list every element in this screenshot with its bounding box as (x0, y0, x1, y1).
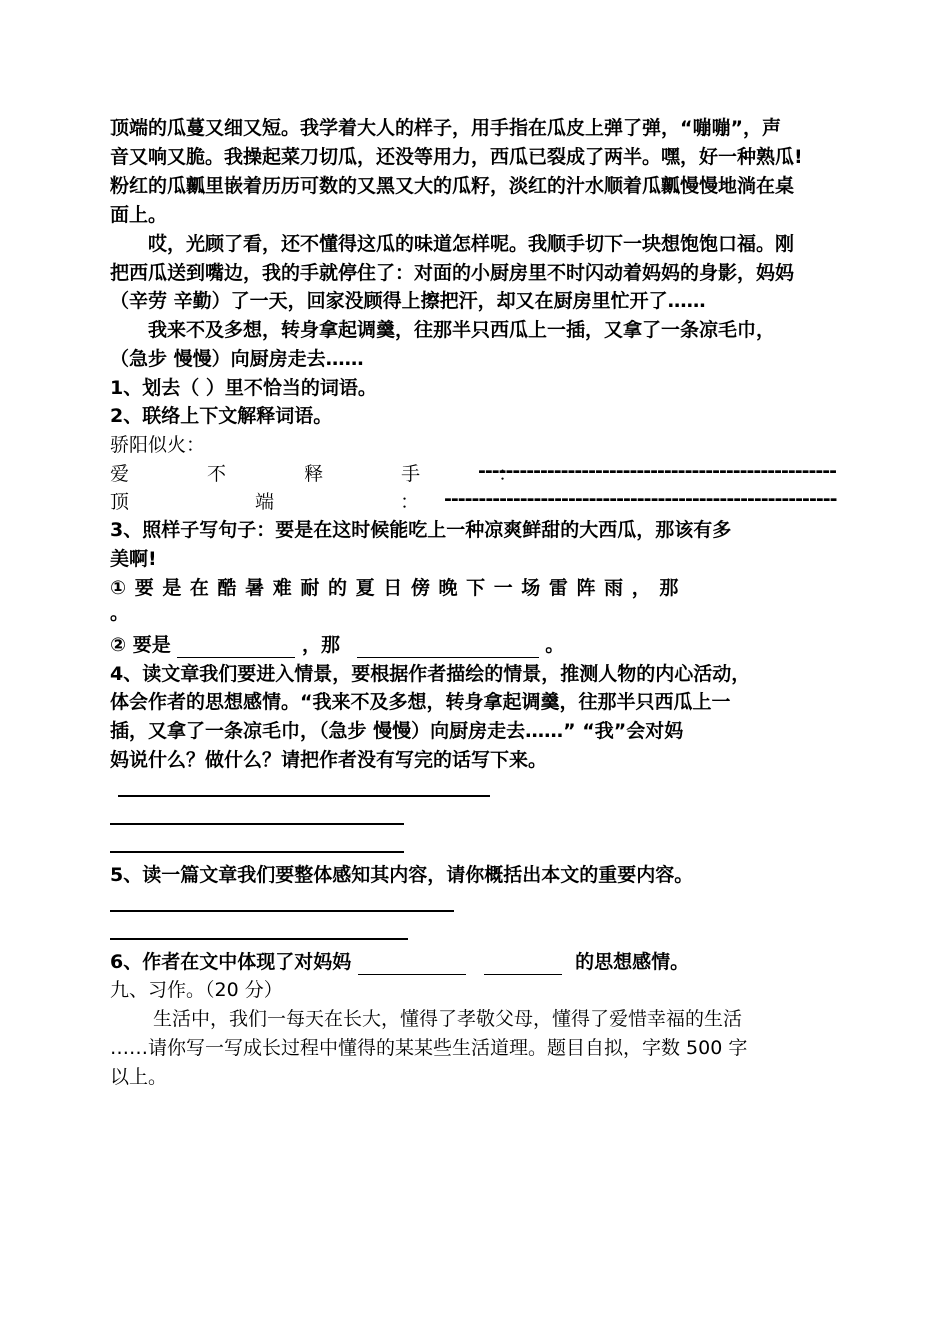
composition-line-2: ……请你写一写成长过程中懂得的某某些生活道理。题目自拟，字数 500 字 (110, 1037, 748, 1059)
question-3-item-2 (110, 632, 564, 658)
composition-line-1: 生活中，我们一每天在长大，懂得了孝敬父母，懂得了爱惜幸福的生活 (153, 1008, 743, 1030)
question-4-line-1: 4、读文章我们要进入情景，要根据作者描绘的情景，推测人物的内心活动， (110, 663, 751, 685)
question-3-item-1-end: 。 (110, 602, 130, 624)
composition-line-3: 以上。 (110, 1066, 168, 1088)
answer-line[interactable] (110, 851, 404, 853)
answer-blank[interactable] (177, 637, 295, 658)
answer-blank[interactable] (357, 637, 539, 658)
question-2-word-3: 顶 端 ： (110, 491, 480, 513)
passage-line-7: （辛劳 辛勤）了一天，回家没顾得上擦把汗，却又在厨房里忙开了…… (110, 290, 706, 312)
question-4-line-2: 体会作者的思想感情。“我来不及多想，转身拿起调羹，往那半只西瓜上一 (110, 691, 731, 713)
passage-line-2: 音又响又脆。我操起菜刀切瓜，还没等用力，西瓜已裂成了两半。嘿，好一种熟瓜! (110, 146, 803, 168)
question-3-item-2-prefix: ② 要是 (110, 634, 171, 656)
question-5: 5、读一篇文章我们要整体感知其内容，请你概括出本文的重要内容。 (110, 864, 694, 886)
passage-line-3: 粉红的瓜瓤里嵌着历历可数的又黑又大的瓜籽，淡红的汁水顺着瓜瓤慢慢地淌在桌 (110, 175, 795, 197)
passage-line-1: 顶端的瓜蔓又细又短。我学着大人的样子，用手指在瓜皮上弹了弹，“嘣嘣”，声 (110, 117, 781, 139)
question-2-word-1: 骄阳似火： (110, 434, 206, 456)
passage-line-6: 把西瓜送到嘴边，我的手就停住了：对面的小厨房里不时闪动着妈妈的身影，妈妈 (110, 262, 795, 284)
question-6-prefix: 6、作者在文中体现了对妈妈 (110, 951, 352, 973)
answer-line[interactable] (118, 795, 490, 797)
answer-line[interactable] (110, 823, 404, 825)
question-1: 1、划去（ ）里不恰当的词语。 (110, 377, 377, 399)
passage-line-9: （急步 慢慢）向厨房走去…… (110, 348, 364, 370)
question-3-item-2-middle: ，那 (301, 634, 340, 656)
answer-line[interactable] (110, 910, 454, 912)
question-4-line-4: 妈说什么？做什么？请把作者没有写完的话写下来。 (110, 749, 548, 771)
answer-blank[interactable] (358, 954, 466, 975)
question-4-line-3: 插，又拿了一条凉毛巾，（急步 慢慢）向厨房走去……” “我”会对妈 (110, 720, 684, 742)
question-6 (110, 949, 689, 975)
answer-line[interactable] (110, 938, 408, 940)
composition-heading: 九、习作。（20 分） (110, 979, 283, 1001)
passage-line-8: 我来不及多想，转身拿起调羹，往那半只西瓜上一插，又拿了一条凉毛巾， (148, 319, 776, 341)
question-2-word-2: 爱 不 释 手 ： (110, 463, 554, 485)
question-3-item-2-end: 。 (545, 634, 565, 656)
question-2-word-2-dashes: ---------------------------------------------------- (478, 460, 837, 482)
question-6-suffix: 的思想感情。 (575, 951, 690, 973)
question-2-word-3-dashes: --------------------------------------------------------- (444, 488, 837, 510)
question-2: 2、联络上下文解释词语。 (110, 405, 333, 427)
passage-line-5: 哎，光顾了看，还不懂得这瓜的味道怎样呢。我顺手切下一块想饱饱口福。刚 (148, 233, 795, 255)
question-3-item-1: ① 要 是 在 酷 暑 难 耐 的 夏 日 傍 晚 下 一 场 雷 阵 雨 ， 那 (110, 577, 680, 599)
question-3-line-2: 美啊! (110, 548, 157, 570)
answer-blank[interactable] (484, 954, 562, 975)
question-3-line-1: 3、照样子写句子：要是在这时候能吃上一种凉爽鲜甜的大西瓜，那该有多 (110, 519, 732, 541)
passage-line-4: 面上。 (110, 204, 168, 226)
